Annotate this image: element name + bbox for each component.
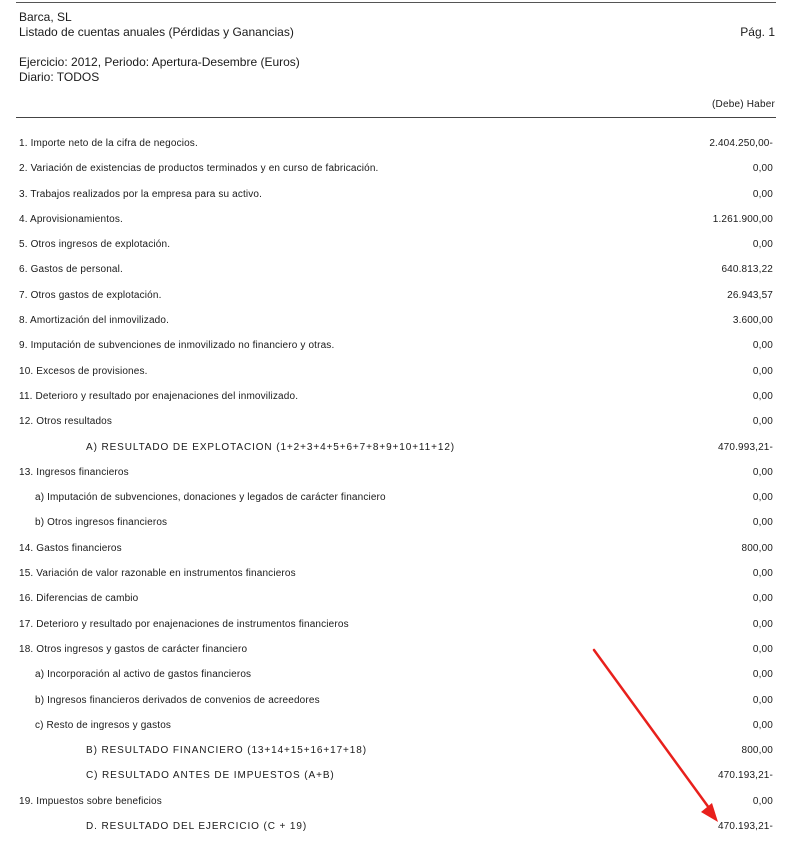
account-value: 0,00 bbox=[752, 188, 773, 200]
account-value: 0,00 bbox=[752, 492, 773, 504]
account-rows bbox=[0, 131, 792, 839]
account-row bbox=[0, 738, 792, 763]
account-label: 12. Otros resultados bbox=[19, 416, 113, 428]
account-row bbox=[0, 308, 792, 333]
account-value: 2.404.250,00- bbox=[709, 138, 773, 149]
account-label: a) Incorporación al activo de gastos financieros bbox=[35, 669, 252, 681]
account-label: 10. Excesos de provisiones. bbox=[19, 365, 148, 377]
account-value: 470.193,21- bbox=[717, 770, 773, 782]
account-row bbox=[0, 359, 792, 384]
account-row bbox=[0, 257, 792, 282]
account-row bbox=[0, 510, 792, 535]
account-row bbox=[0, 485, 792, 510]
account-label: 15. Variación de valor razonable en instrumentos financieros bbox=[19, 568, 296, 580]
account-label: 18. Otros ingresos y gastos de carácter financiero bbox=[19, 643, 248, 655]
account-row bbox=[0, 789, 792, 814]
account-value: 0,00 bbox=[752, 795, 773, 807]
account-row bbox=[0, 156, 792, 181]
account-row bbox=[0, 384, 792, 409]
account-value: 0,00 bbox=[752, 340, 773, 352]
account-row bbox=[0, 662, 792, 687]
report-title: Listado de cuentas anuales (Pérdidas y Ganancias) bbox=[19, 25, 294, 39]
account-row bbox=[0, 637, 792, 662]
account-value: 0,00 bbox=[752, 365, 773, 377]
account-label: B) RESULTADO FINANCIERO (13+14+15+16+17+18) bbox=[86, 745, 367, 757]
account-row bbox=[0, 814, 792, 839]
account-label: 17. Deterioro y resultado por enajenaciones de instrumentos financieros bbox=[19, 618, 349, 630]
account-value: 0,00 bbox=[752, 163, 773, 175]
account-label: b) Otros ingresos financieros bbox=[35, 517, 168, 529]
account-label: 8. Amortización del inmovilizado. bbox=[19, 315, 170, 327]
account-label: 19. Impuestos sobre beneficios bbox=[19, 795, 162, 807]
account-value: 800,00 bbox=[741, 745, 773, 757]
account-value: 26.943,57 bbox=[727, 289, 773, 301]
account-row bbox=[0, 763, 792, 788]
account-value: 3.600,00 bbox=[732, 315, 773, 327]
account-label: 4. Aprovisionamientos. bbox=[19, 213, 123, 225]
account-label: 14. Gastos financieros bbox=[19, 542, 122, 554]
account-label: 7. Otros gastos de explotación. bbox=[19, 289, 162, 301]
account-label: 2. Variación de existencias de productos terminados y en curso de fabricación. bbox=[19, 163, 379, 175]
exercise-period: Ejercicio: 2012, Periodo: Apertura-Desembre (Euros) bbox=[19, 55, 300, 69]
account-value: 0,00 bbox=[752, 416, 773, 428]
account-label: 3. Trabajos realizados por la empresa para su activo. bbox=[19, 188, 263, 200]
account-row bbox=[0, 182, 792, 207]
account-label: a) Imputación de subvenciones, donaciones y legados de carácter financiero bbox=[35, 492, 386, 504]
account-row bbox=[0, 131, 792, 156]
account-row bbox=[0, 232, 792, 257]
account-label: A) RESULTADO DE EXPLOTACION (1+2+3+4+5+6+7+8+9+10+11+12) bbox=[86, 441, 456, 453]
account-row bbox=[0, 333, 792, 358]
account-value: 0,00 bbox=[752, 719, 773, 731]
account-label: 13. Ingresos financieros bbox=[19, 466, 129, 478]
account-row bbox=[0, 713, 792, 738]
account-value: 0,00 bbox=[752, 593, 773, 605]
account-value: 0,00 bbox=[752, 568, 773, 580]
account-row bbox=[0, 409, 792, 434]
account-row bbox=[0, 435, 792, 460]
account-value: 0,00 bbox=[752, 618, 773, 630]
account-value: 800,00 bbox=[741, 542, 773, 554]
account-row bbox=[0, 688, 792, 713]
account-label: b) Ingresos financieros derivados de convenios de acreedores bbox=[35, 694, 320, 706]
account-row bbox=[0, 612, 792, 637]
account-row bbox=[0, 283, 792, 308]
account-label: c) Resto de ingresos y gastos bbox=[35, 719, 172, 731]
account-label: 1. Importe neto de la cifra de negocios. bbox=[19, 138, 198, 149]
account-label: 11. Deterioro y resultado por enajenaciones del inmovilizado. bbox=[19, 390, 299, 402]
account-row bbox=[0, 536, 792, 561]
company-name: Barca, SL bbox=[19, 10, 72, 24]
account-label: D. RESULTADO DEL EJERCICIO (C + 19) bbox=[86, 821, 308, 833]
account-value: 0,00 bbox=[752, 390, 773, 402]
account-label: 5. Otros ingresos de explotación. bbox=[19, 239, 171, 251]
account-label: 16. Diferencias de cambio bbox=[19, 593, 139, 605]
header-rule bbox=[16, 117, 776, 118]
account-label: C) RESULTADO ANTES DE IMPUESTOS (A+B) bbox=[86, 770, 335, 782]
page-number: Pág. 1 bbox=[740, 25, 775, 39]
account-row bbox=[0, 561, 792, 586]
account-value: 0,00 bbox=[752, 643, 773, 655]
account-value: 0,00 bbox=[752, 517, 773, 529]
column-header-debe-haber: (Debe) Haber bbox=[712, 99, 775, 110]
account-value: 640.813,22 bbox=[721, 264, 773, 276]
top-rule bbox=[16, 2, 776, 3]
account-value: 470.193,21- bbox=[717, 821, 773, 833]
account-label: 9. Imputación de subvenciones de inmovilizado no financiero y otras. bbox=[19, 340, 335, 352]
account-value: 0,00 bbox=[752, 239, 773, 251]
account-value: 0,00 bbox=[752, 669, 773, 681]
account-row bbox=[0, 460, 792, 485]
account-value: 1.261.900,00 bbox=[712, 213, 773, 225]
account-row bbox=[0, 586, 792, 611]
account-label: 6. Gastos de personal. bbox=[19, 264, 123, 276]
journal-filter: Diario: TODOS bbox=[19, 70, 100, 84]
account-row bbox=[0, 207, 792, 232]
account-value: 0,00 bbox=[752, 466, 773, 478]
account-value: 0,00 bbox=[752, 694, 773, 706]
account-value: 470.993,21- bbox=[717, 441, 773, 453]
